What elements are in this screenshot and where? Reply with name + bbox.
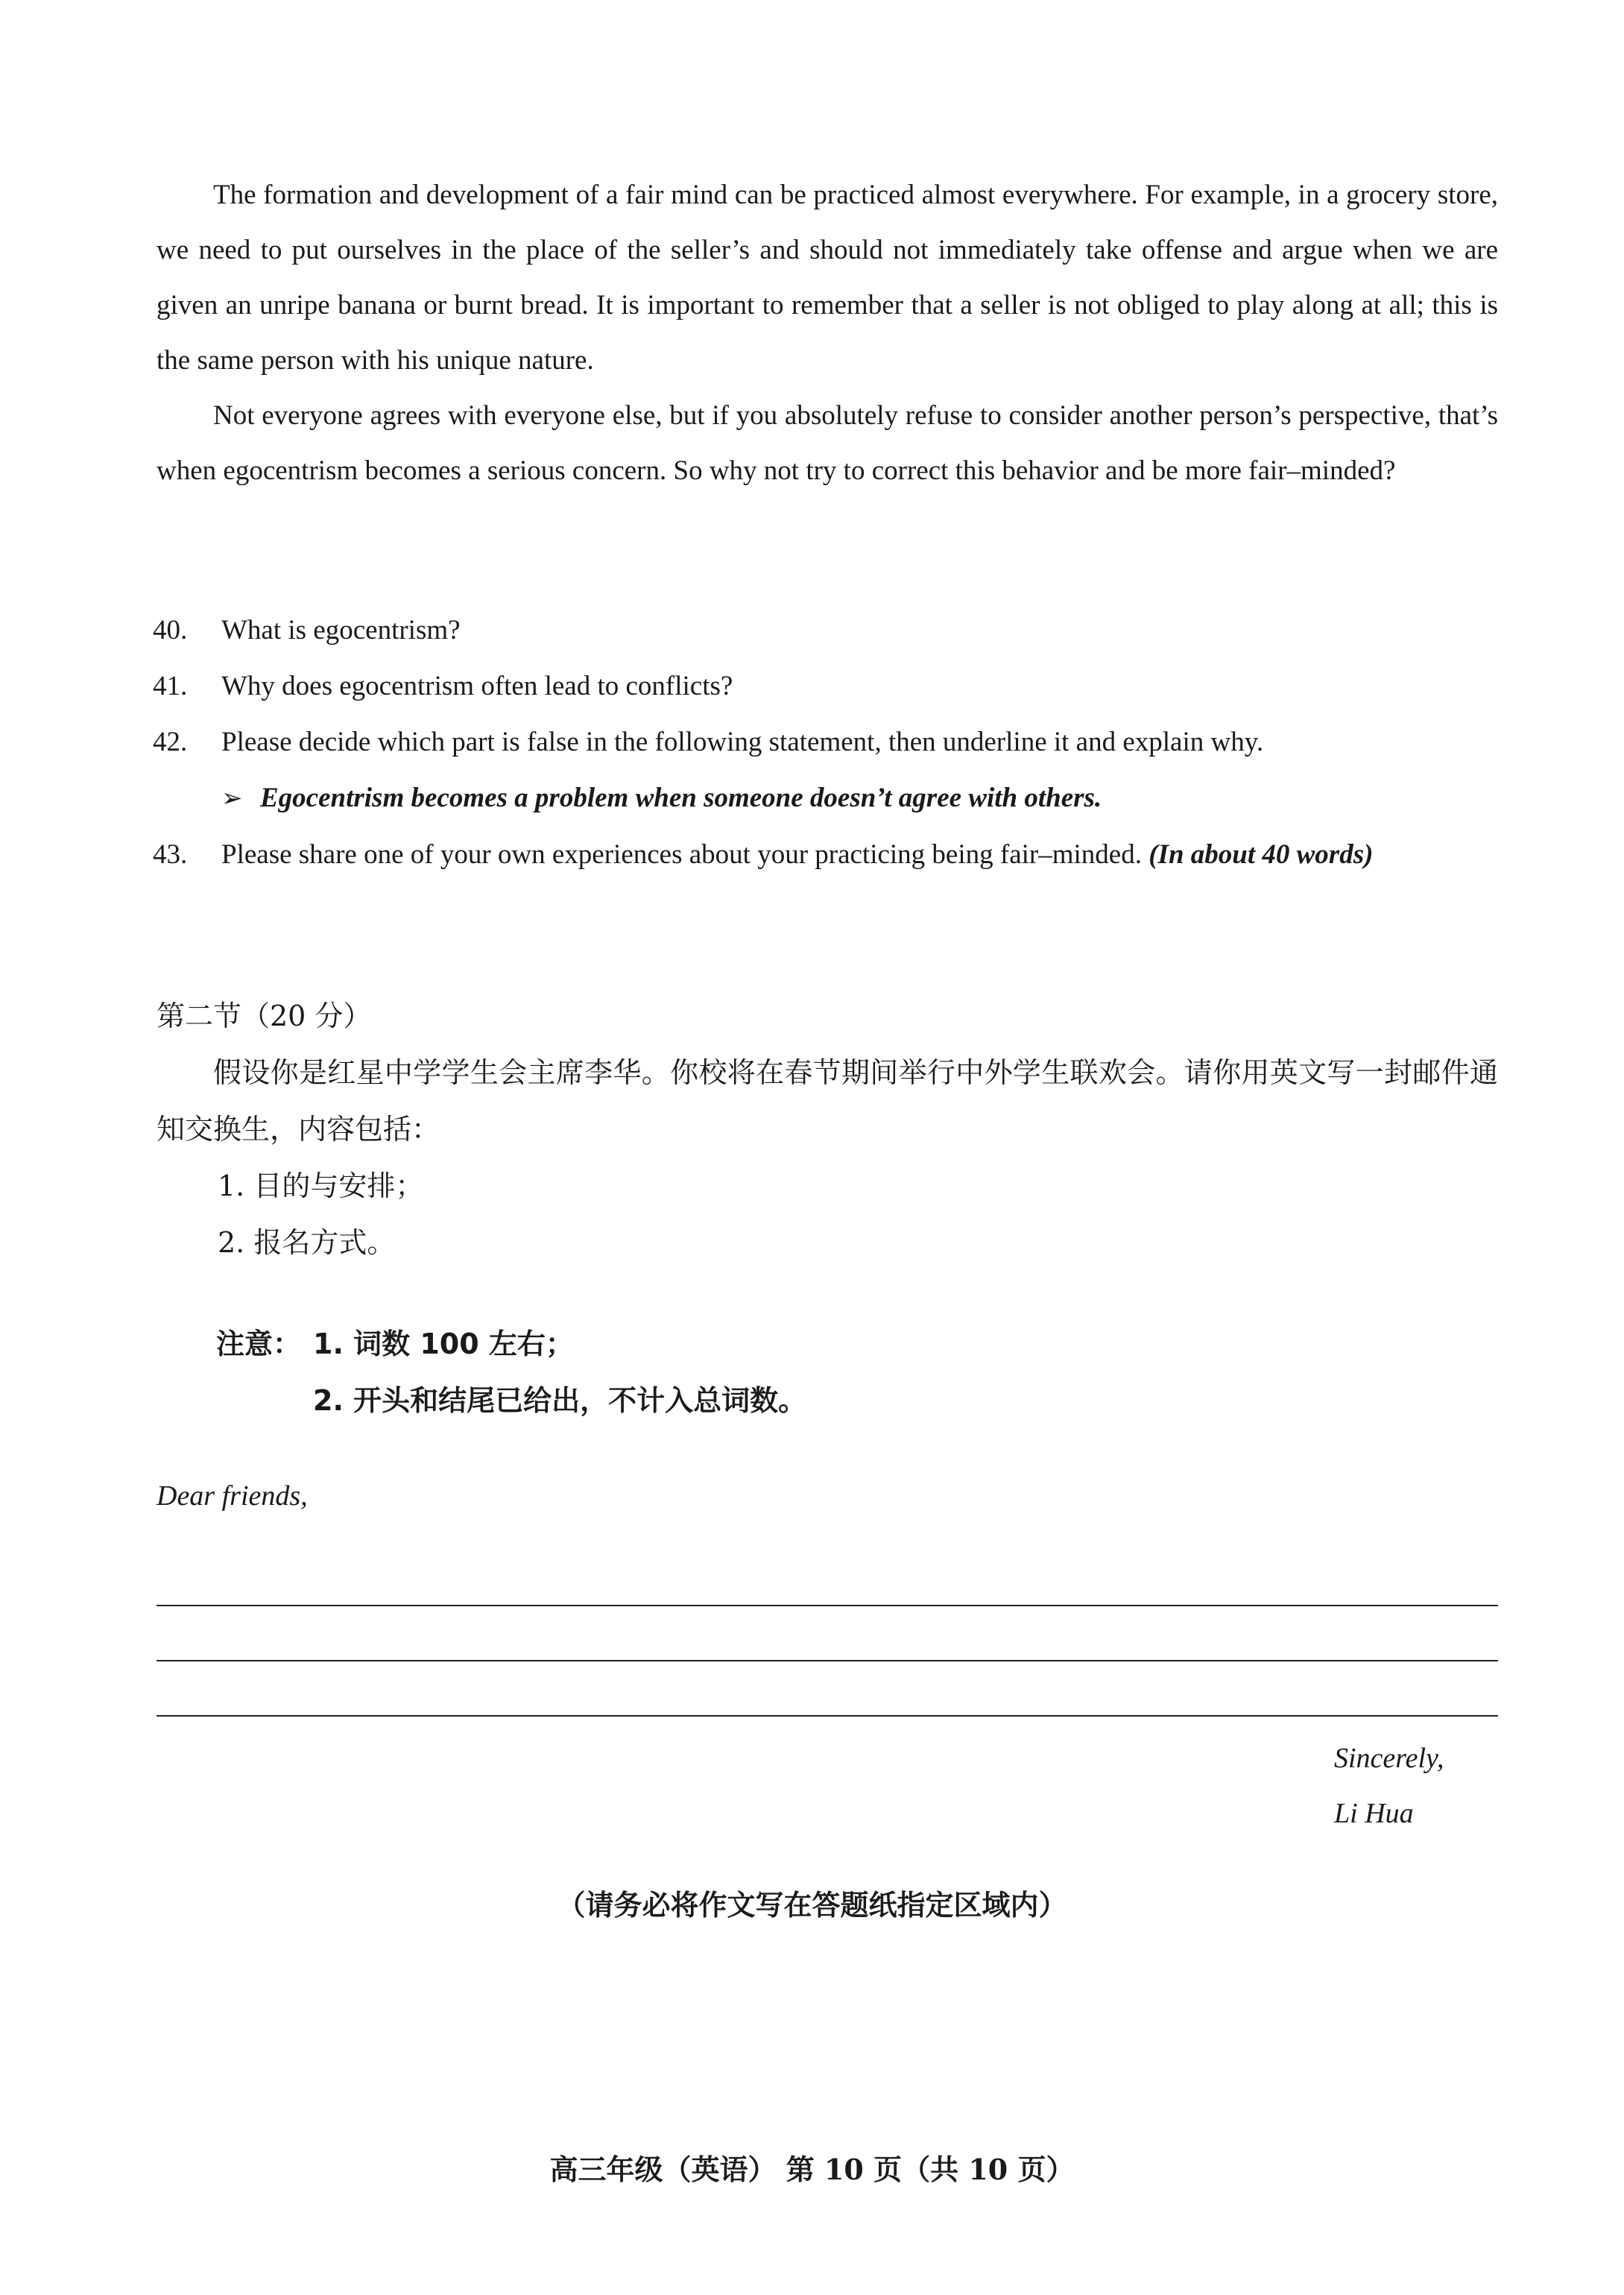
statement-text: Egocentrism becomes a problem when someone doesn’t agree with others. bbox=[260, 783, 1102, 813]
note-2: 2. 开头和结尾已给出，不计入总词数。 bbox=[313, 1384, 807, 1417]
arrow-bullet-icon: ➢ bbox=[221, 783, 243, 813]
question-40 bbox=[153, 602, 1502, 658]
section-heading: 第二节（20 分） bbox=[157, 1000, 372, 1032]
question-number: 41. bbox=[153, 671, 188, 701]
task-item-2: 2. 报名方式。 bbox=[218, 1226, 396, 1259]
letter-greeting: Dear friends, bbox=[157, 1480, 308, 1512]
question-42 bbox=[153, 714, 1502, 770]
letter-closing bbox=[1334, 1731, 1444, 1841]
question-text: Why does egocentrism often lead to conflicts? bbox=[221, 671, 733, 701]
notes-block bbox=[216, 1316, 806, 1429]
question-list bbox=[153, 602, 1502, 883]
statement-line bbox=[153, 770, 1502, 827]
question-number: 40. bbox=[153, 615, 188, 645]
word-limit-note: (In about 40 words) bbox=[1149, 839, 1374, 870]
task-item-1: 1. 目的与安排； bbox=[218, 1169, 424, 1202]
signature-name: Li Hua bbox=[1334, 1798, 1414, 1829]
question-43 bbox=[153, 827, 1502, 883]
writing-line bbox=[157, 1605, 1498, 1606]
writing-task: 假设你是红星中学学生会主席李华。你校将在春节期间举行中外学生联欢会。请你用英文写一封邮件通知交换生，内容包括： bbox=[157, 1056, 1498, 1146]
page-footer: 高三年级（英语） 第 10 页（共 10 页） bbox=[549, 2153, 1075, 2186]
question-text: What is egocentrism? bbox=[221, 615, 461, 645]
notes-label: 注意： bbox=[216, 1328, 302, 1360]
note-1: 1. 词数 100 左右； bbox=[313, 1328, 574, 1360]
question-number: 43. bbox=[153, 839, 188, 870]
writing-line bbox=[157, 1660, 1498, 1661]
closing-word: Sincerely, bbox=[1334, 1743, 1444, 1774]
passage-paragraph-2: Not everyone agrees with everyone else, but if you absolutely refuse to consider another person’s perspective, that’s when egocentrism becomes a serious concern. So why not try to correct this behavior and be more fair–minded? bbox=[157, 400, 1498, 486]
question-43-text: Please share one of your own experiences about your practicing being fair–minded. bbox=[221, 839, 1142, 870]
writing-section bbox=[157, 988, 1498, 1271]
question-text bbox=[221, 827, 1502, 883]
answer-sheet-reminder: （请务必将作文写在答题纸指定区域内） bbox=[557, 1889, 1067, 1922]
question-41 bbox=[153, 658, 1502, 714]
passage-paragraph-1: The formation and development of a fair mind can be practiced almost everywhere. For example, in a grocery store, we need to put ourselves in the place of the seller’s and should not immediately take offense and argue when we are given an unripe banana or burnt bread. It is important to remember that a seller is not obliged to play along at all; this is the same person with his unique nature. bbox=[157, 180, 1498, 376]
reading-passage bbox=[157, 168, 1498, 499]
writing-line bbox=[157, 1715, 1498, 1717]
question-text: Please decide which part is false in the following statement, then underline it and explain why. bbox=[221, 727, 1264, 757]
question-number: 42. bbox=[153, 727, 188, 757]
